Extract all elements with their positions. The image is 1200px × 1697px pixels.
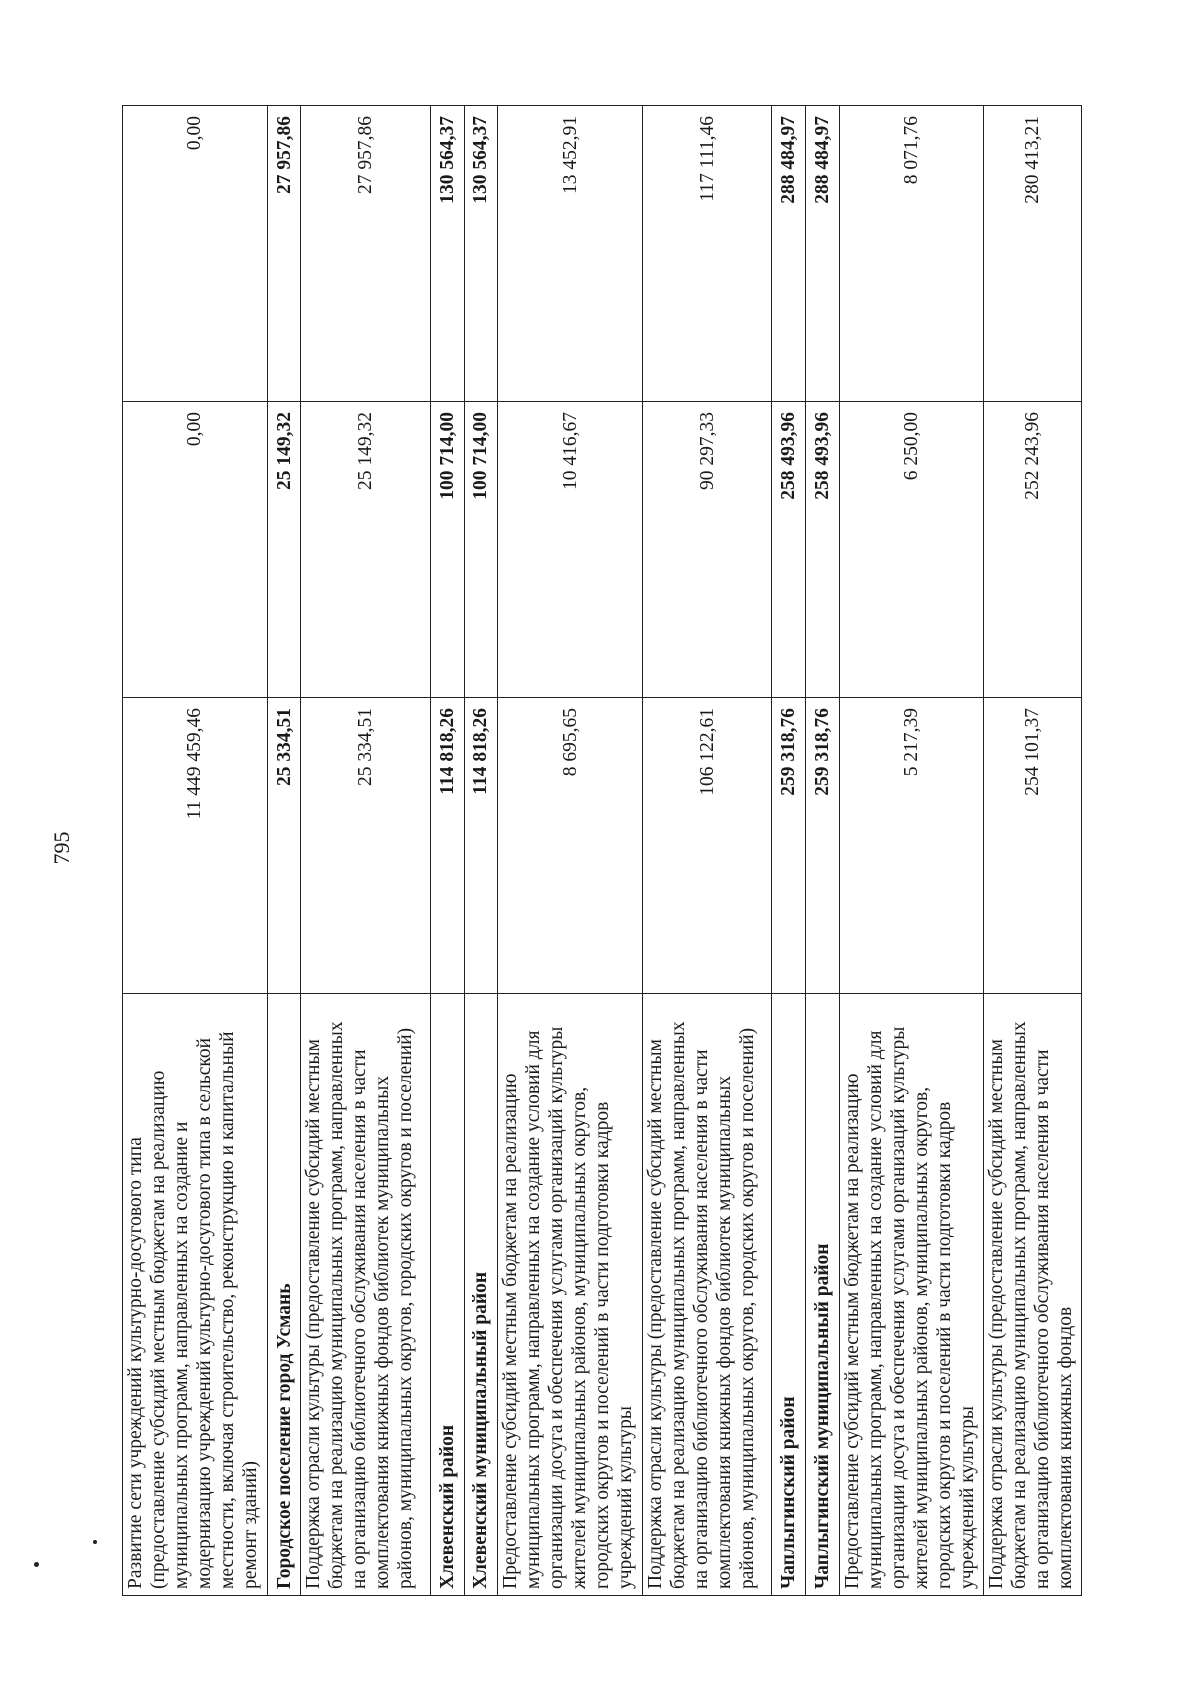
table-row: [464, 106, 498, 1596]
row-name-cell: Поддержка отрасли культуры (предоставление субсидий местным бюджетам на реализацию муниципальных программ, направленных на организацию библиотечного обслуживания населения в части комплектования книжных фондов библиотек муниципальных районов, муниципальных округов, городских округов и поселений): [301, 994, 430, 1596]
table-row: [498, 106, 643, 1596]
value-cell-1: 25 334,51: [267, 698, 301, 994]
value-cell-3: 130 564,37: [464, 106, 498, 402]
value-cell-3: 8 071,76: [839, 106, 984, 402]
value-cell-1: 8 695,65: [498, 698, 643, 994]
row-name-cell: Чаплыгинский район: [772, 994, 806, 1596]
value-cell-2: 90 297,33: [642, 402, 771, 698]
value-cell-2: 252 243,96: [984, 402, 1082, 698]
value-cell-3: 130 564,37: [430, 106, 464, 402]
scan-speck: [34, 1562, 39, 1567]
value-cell-1: 5 217,39: [839, 698, 984, 994]
table-row: [772, 106, 806, 1596]
value-cell-1: 259 318,76: [772, 698, 806, 994]
row-name-cell: Предоставление субсидий местным бюджетам на реализацию муниципальных программ, направленных на создание условий для организации досуга и обеспечения услугами организаций культуры жителей муниципальных районов, муниципальных округов, городских округов и поселений в части подготовки кадров учреждений культуры: [498, 994, 643, 1596]
value-cell-2: 10 416,67: [498, 402, 643, 698]
value-cell-1: 11 449 459,46: [123, 698, 268, 994]
table-row: [984, 106, 1082, 1596]
value-cell-3: 27 957,86: [301, 106, 430, 402]
table-row: [839, 106, 984, 1596]
value-cell-2: 6 250,00: [839, 402, 984, 698]
value-cell-3: 0,00: [123, 106, 268, 402]
row-name-cell: Развитие сети учреждений культурно-досугового типа (предоставление субсидий местным бюджетам на реализацию муниципальных программ, направленных на создание и модернизацию учреждений культурно-досугового типа в сельской местности, включая строительство, реконструкцию и капитальный ремонт зданий): [123, 994, 268, 1596]
row-name-cell: Предоставление субсидий местным бюджетам на реализацию муниципальных программ, направленных на создание условий для организации досуга и обеспечения услугами организаций культуры жителей муниципальных районов, муниципальных округов, городских округов и поселений в части подготовки кадров учреждений культуры: [839, 994, 984, 1596]
value-cell-1: 106 122,61: [642, 698, 771, 994]
value-cell-3: 280 413,21: [984, 106, 1082, 402]
value-cell-3: 27 957,86: [267, 106, 301, 402]
value-cell-1: 25 334,51: [301, 698, 430, 994]
value-cell-1: 114 818,26: [464, 698, 498, 994]
budget-table: [122, 105, 1082, 1596]
table-row: [642, 106, 771, 1596]
row-name-cell: Поддержка отрасли культуры (предоставление субсидий местным бюджетам на реализацию муниципальных программ, направленных на организацию библиотечного обслуживания населения в части комплектования книжных фондов библиотек муниципальных районов, муниципальных округов, городских округов и поселений): [642, 994, 771, 1596]
row-name-cell: Городское поселение город Усмань: [267, 994, 301, 1596]
value-cell-3: 288 484,97: [772, 106, 806, 402]
row-name-cell: Хлевенский район: [430, 994, 464, 1596]
row-name-cell: Чаплыгинский муниципальный район: [806, 994, 840, 1596]
table-row: [301, 106, 430, 1596]
value-cell-3: 288 484,97: [806, 106, 840, 402]
page-number: 795: [49, 831, 74, 865]
value-cell-2: 100 714,00: [464, 402, 498, 698]
value-cell-2: 258 493,96: [772, 402, 806, 698]
value-cell-2: 25 149,32: [301, 402, 430, 698]
rotated-table-container: [122, 106, 1082, 1596]
value-cell-1: 254 101,37: [984, 698, 1082, 994]
value-cell-1: 259 318,76: [806, 698, 840, 994]
row-name-cell: Хлевенский муниципальный район: [464, 994, 498, 1596]
table-row: [430, 106, 464, 1596]
scan-speck: [93, 1540, 97, 1544]
value-cell-1: 114 818,26: [430, 698, 464, 994]
row-name-cell: Поддержка отрасли культуры (предоставление субсидий местным бюджетам на реализацию муниципальных программ, направленных на организацию библиотечного обслуживания населения в части комплектования книжных фондов: [984, 994, 1082, 1596]
table-row: [806, 106, 840, 1596]
table-row: [267, 106, 301, 1596]
value-cell-2: 0,00: [123, 402, 268, 698]
table-body: [123, 106, 1082, 1596]
value-cell-3: 13 452,91: [498, 106, 643, 402]
value-cell-2: 25 149,32: [267, 402, 301, 698]
value-cell-3: 117 111,46: [642, 106, 771, 402]
value-cell-2: 258 493,96: [806, 402, 840, 698]
table-row: [123, 106, 268, 1596]
value-cell-2: 100 714,00: [430, 402, 464, 698]
